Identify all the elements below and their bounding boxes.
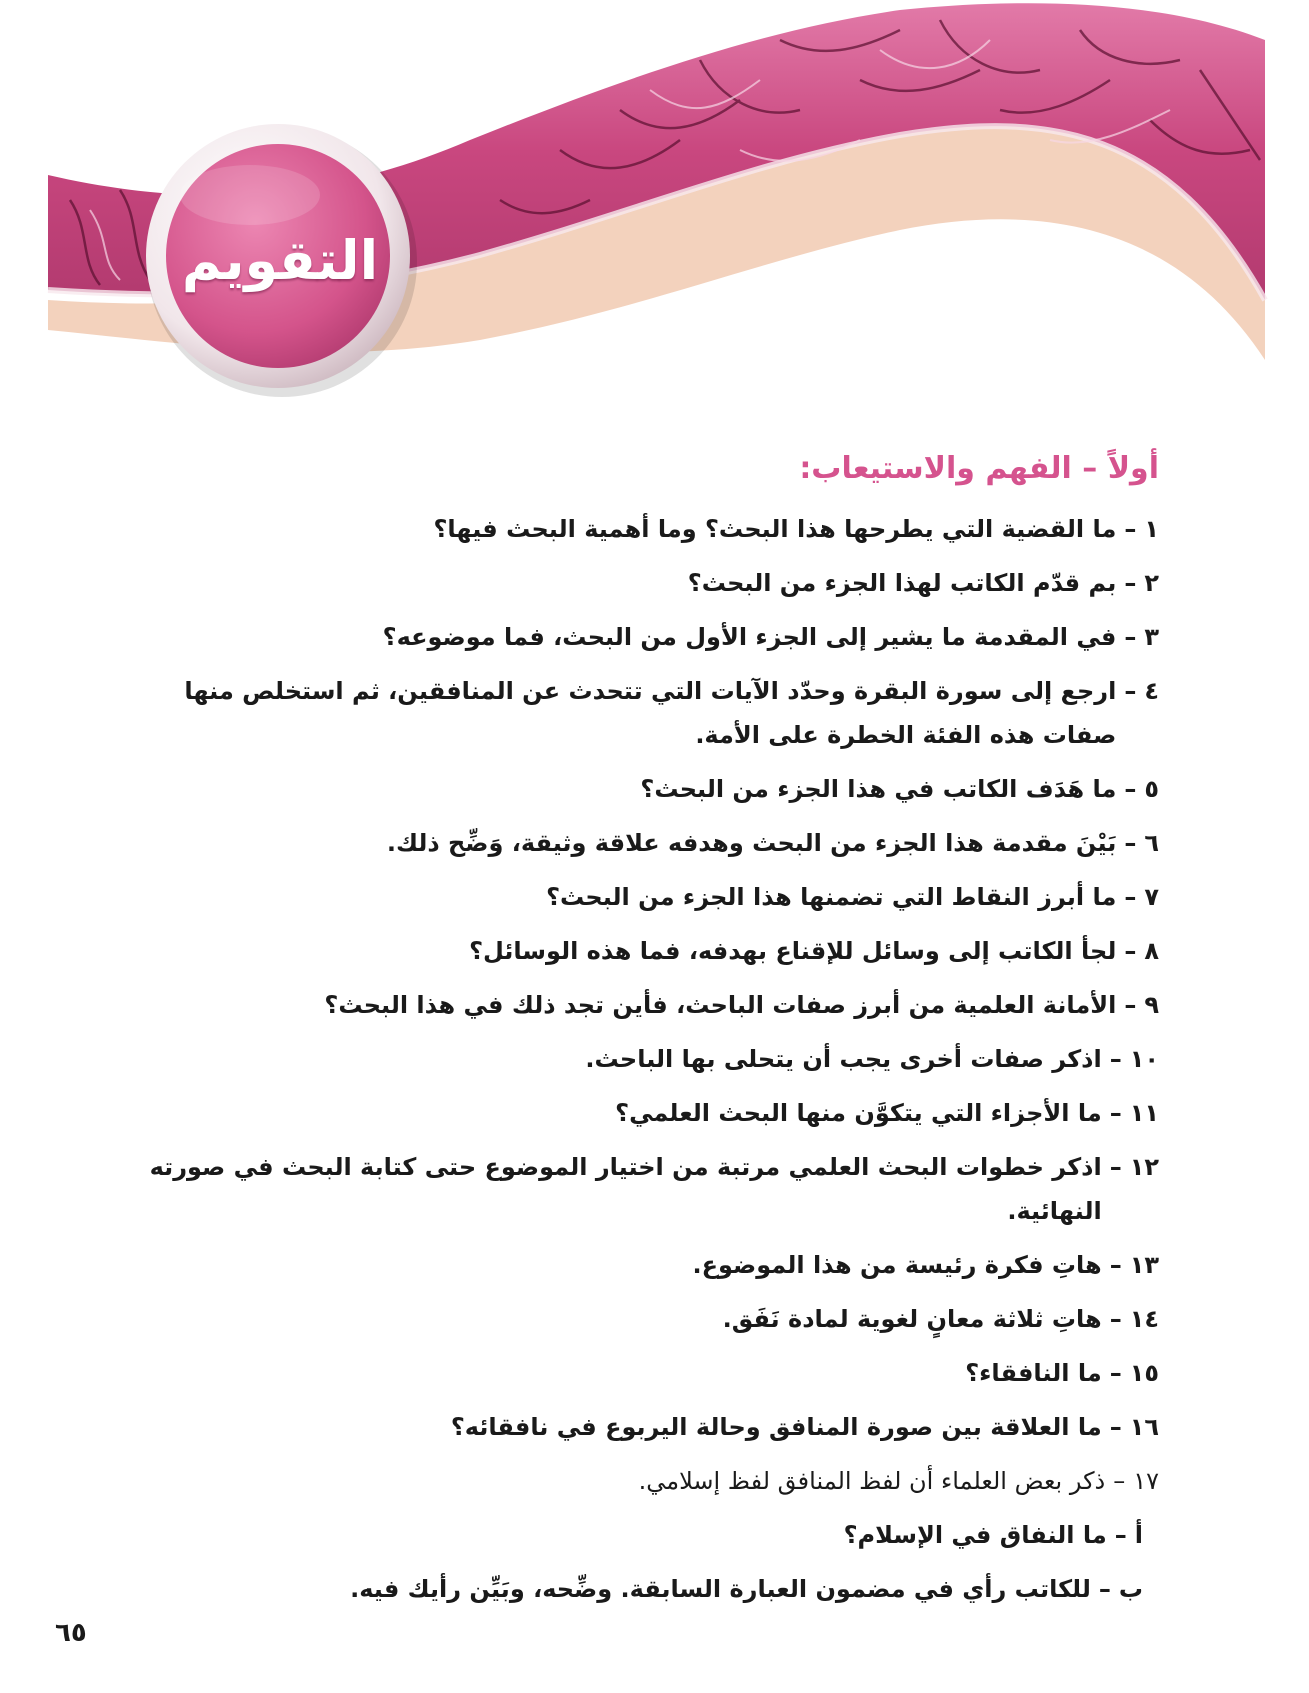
- question-number: ٤: [1144, 677, 1159, 705]
- question-dash: –: [1114, 1521, 1127, 1549]
- question-number: ٣: [1144, 623, 1159, 651]
- question-item: [129, 1459, 1159, 1503]
- question-text: اذكر خطوات البحث العلمي مرتبة من اختيار الموضوع حتى كتابة البحث في صورته النهائية.: [149, 1153, 1102, 1225]
- question-item: [129, 1145, 1159, 1233]
- question-dash: –: [1124, 515, 1137, 543]
- question-item: [129, 1351, 1159, 1395]
- question-number: ٧: [1144, 883, 1159, 911]
- question-number: ١٦: [1129, 1413, 1159, 1441]
- question-number: ١١: [1129, 1099, 1159, 1127]
- question-number: ١٤: [1129, 1305, 1159, 1333]
- question-text: ذكر بعض العلماء أن لفظ المنافق لفظ إسلامي.: [638, 1467, 1106, 1495]
- question-text: الأمانة العلمية من أبرز صفات الباحث، فأين تجد ذلك في هذا البحث؟: [324, 991, 1117, 1019]
- question-item: [129, 561, 1159, 605]
- question-dash: –: [1124, 623, 1137, 651]
- question-dash: –: [1124, 937, 1137, 965]
- question-item: [129, 1091, 1159, 1135]
- question-text: اذكر صفات أخرى يجب أن يتحلى بها الباحث.: [585, 1045, 1102, 1073]
- sub-question-item: [129, 1567, 1143, 1611]
- question-text: ارجع إلى سورة البقرة وحدّد الآيات التي تتحدث عن المنافقين، ثم استخلص منها صفات هذه الفئة الخطرة على الأمة.: [184, 677, 1117, 749]
- question-item: [129, 507, 1159, 551]
- sub-question-letter: ب: [1118, 1575, 1143, 1603]
- question-dash: –: [1124, 775, 1137, 803]
- question-dash: –: [1098, 1575, 1111, 1603]
- question-dash: –: [1109, 1153, 1122, 1181]
- question-number: ١٠: [1129, 1045, 1159, 1073]
- question-text: بم قدّم الكاتب لهذا الجزء من البحث؟: [687, 569, 1117, 597]
- sub-question-text: ما النفاق في الإسلام؟: [843, 1521, 1107, 1549]
- page-title: التقويم: [181, 228, 379, 292]
- question-list: [129, 507, 1159, 1503]
- question-number: ٨: [1144, 937, 1159, 965]
- question-number: ٦: [1144, 829, 1159, 857]
- question-dash: –: [1109, 1359, 1122, 1387]
- question-dash: –: [1109, 1305, 1122, 1333]
- question-text: ما أبرز النقاط التي تضمنها هذا الجزء من البحث؟: [546, 883, 1117, 911]
- question-text: بَيْنَ مقدمة هذا الجزء من البحث وهدفه علاقة وثيقة، وَضِّح ذلك.: [386, 829, 1117, 857]
- question-dash: –: [1113, 1467, 1126, 1495]
- question-text: هاتِ ثلاثة معانٍ لغوية لمادة نَفَق.: [722, 1305, 1102, 1333]
- question-text: ما الأجزاء التي يتكوَّن منها البحث العلمي؟: [615, 1099, 1102, 1127]
- question-dash: –: [1109, 1413, 1122, 1441]
- question-text: ما هَدَف الكاتب في هذا الجزء من البحث؟: [640, 775, 1117, 803]
- question-item: [129, 1037, 1159, 1081]
- question-dash: –: [1109, 1251, 1122, 1279]
- question-number: ١٢: [1129, 1153, 1159, 1181]
- question-item: [129, 767, 1159, 811]
- question-number: ٢: [1144, 569, 1159, 597]
- question-dash: –: [1124, 883, 1137, 911]
- sub-question-letter: أ: [1134, 1521, 1143, 1549]
- question-dash: –: [1124, 829, 1137, 857]
- question-number: ١٣: [1129, 1251, 1159, 1279]
- question-item: [129, 1297, 1159, 1341]
- question-dash: –: [1109, 1099, 1122, 1127]
- question-text: لجأ الكاتب إلى وسائل للإقناع بهدفه، فما هذه الوسائل؟: [469, 937, 1117, 965]
- sub-question-list: [129, 1513, 1159, 1611]
- question-dash: –: [1124, 677, 1137, 705]
- content: [129, 445, 1159, 1621]
- question-item: [129, 669, 1159, 757]
- question-number: ٩: [1144, 991, 1159, 1019]
- question-number: ١: [1144, 515, 1159, 543]
- sub-question-text: للكاتب رأي في مضمون العبارة السابقة. وضِّحه، وبَيِّن رأيك فيه.: [350, 1575, 1091, 1603]
- question-item: [129, 983, 1159, 1027]
- question-text: ما القضية التي يطرحها هذا البحث؟ وما أهمية البحث فيها؟: [433, 515, 1117, 543]
- page-number: ٦٥: [55, 1618, 87, 1648]
- question-number: ١٥: [1129, 1359, 1159, 1387]
- question-number: ٥: [1144, 775, 1159, 803]
- question-text: ما النافقاء؟: [965, 1359, 1102, 1387]
- question-number: ١٧: [1133, 1467, 1159, 1495]
- section-heading: أولاً – الفهم والاستيعاب:: [799, 451, 1159, 486]
- sub-question-item: [129, 1513, 1143, 1557]
- question-text: هاتِ فكرة رئيسة من هذا الموضوع.: [692, 1251, 1102, 1279]
- question-text: في المقدمة ما يشير إلى الجزء الأول من البحث، فما موضوعه؟: [382, 623, 1117, 651]
- question-item: [129, 875, 1159, 919]
- question-item: [129, 1243, 1159, 1287]
- question-item: [129, 615, 1159, 659]
- question-dash: –: [1109, 1045, 1122, 1073]
- question-dash: –: [1124, 569, 1137, 597]
- question-dash: –: [1124, 991, 1137, 1019]
- question-item: [129, 1405, 1159, 1449]
- question-item: [129, 821, 1159, 865]
- question-item: [129, 929, 1159, 973]
- question-text: ما العلاقة بين صورة المنافق وحالة اليربوع في نافقائه؟: [450, 1413, 1102, 1441]
